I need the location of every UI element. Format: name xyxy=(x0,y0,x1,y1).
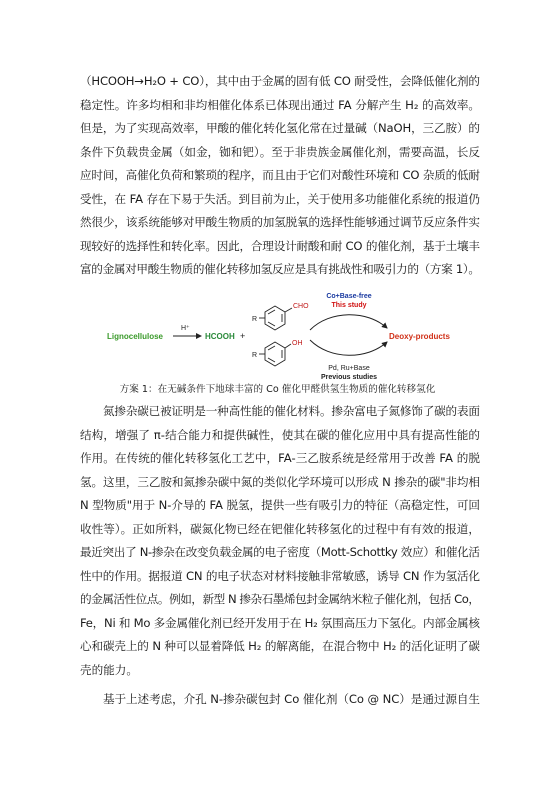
previous-studies-label: Previous studies xyxy=(320,374,378,380)
text-line: 但是，为了实现高效率，甲酸的催化转化氢化常在过量碱（NaOH，三乙胺）的 xyxy=(80,121,480,135)
text-line: 心和碳壳上的 N 种可以显着降低 H₂ 的解离能，在混合物中 H₂ 的活化证明了碳 xyxy=(80,639,480,653)
scheme-caption: 方案 1：在无碱条件下地球丰富的 Co 催化甲醛供氢生物质的催化转移氢化 xyxy=(119,384,436,395)
r-bottom-label: R xyxy=(252,352,258,359)
paragraph-3 xyxy=(80,688,480,712)
text-line: 然很少，该系统能够对甲酸生物质的加氢脱氧的选择性能够通过调节反应条件实 xyxy=(80,215,480,229)
r-top-label: R xyxy=(252,316,258,323)
scheme-1-figure xyxy=(105,290,455,380)
text-line: Fe，Ni 和 Mo 多金属催化剂已经开发用于在 H₂ 氛围高压力下氢化。内部金属核 xyxy=(80,615,480,630)
phenol-structure xyxy=(259,342,291,366)
co-base-free-label: Co+Base-free xyxy=(326,293,372,300)
oh-label: OH xyxy=(292,340,303,347)
pd-ru-base-label: Pd, Ru+Base xyxy=(328,365,370,372)
text-line: （HCOOH→H₂O + CO），其中由于金属的固有低 CO 耐受性，会降低催化剂的 xyxy=(80,74,480,88)
text-line: 性中的作用。据报道 CN 的电子状态对材料接触非常敏感，诱导 CN 作为氢活化 xyxy=(80,568,480,583)
cho-label: CHO xyxy=(293,303,309,310)
this-study-label: This study xyxy=(331,302,367,309)
text-line: 作用。在传统的催化转移氢化工艺中，FA-三乙胺系统是经常用于改善 FA 的脱 xyxy=(80,451,481,465)
paragraph-1 xyxy=(80,70,480,282)
text-line: 稳定性。许多均相和非均相催化体系已体现出通过 FA 分解产生 H₂ 的高效率。 xyxy=(80,97,480,112)
text-line: 条件下负载贵金属（如金，铷和钯）。至于非贵族金属催化剂，需要高温，长反 xyxy=(80,144,480,159)
text-line: 氢。这里，三乙胺和氮掺杂碳中氮的类似化学环境可以形成 N 掺杂的碳"非均相 xyxy=(80,474,480,489)
plus-sign: + xyxy=(240,331,246,341)
text-line: 富的金属对甲酸生物质的催化转移加氢反应是具有挑战性和吸引力的（方案 1）。 xyxy=(80,262,480,276)
h-plus-label: H⁺ xyxy=(181,325,190,332)
deoxy-products-label: Deoxy-products xyxy=(389,332,450,341)
this-study-arrow xyxy=(310,315,387,330)
text-line: 的金属活性位点。例如，新型 N 掺杂石墨烯包封金属纳米粒子催化剂，包括 Co， xyxy=(80,592,480,606)
hcooh-label: HCOOH xyxy=(205,332,235,341)
text-line: N 型物质"用于 N-介导的 FA 脱氢，提供一些有吸引力的特征（高稳定性，可回 xyxy=(80,498,480,512)
text-line: 现较好的选择性和转化率。因此，合理设计耐酸和耐 CO 的催化剂，基于土壤丰 xyxy=(80,238,480,253)
lignocellulose-label: Lignocellulose xyxy=(107,332,164,341)
text-line: 氮掺杂碳已被证明是一种高性能的催化材料。掺杂富电子氮修饰了碳的表面 xyxy=(103,404,480,418)
text-line: 基于上述考虑，介孔 N-掺杂碳包封 Co 催化剂（Co @ NC）是通过源自生 xyxy=(103,692,480,706)
text-line: 应时间，高催化负荷和繁琐的程序，而且由于它们对酸性环境和 CO 杂质的低耐 xyxy=(80,168,480,182)
paragraph-2 xyxy=(80,400,480,682)
text-line: 受性，在 FA 存在下易于失活。到目前为止，关于使用多功能催化系统的报道仍 xyxy=(80,191,480,206)
text-line: 最近突出了 N-掺杂在改变负载金属的电子密度（Mott-Schottky 效应）和催化活 xyxy=(80,545,480,559)
benzaldehyde-structure xyxy=(259,306,292,330)
text-line: 壳的能力。 xyxy=(80,662,138,677)
text-line: 结构，增强了 π-结合能力和提供碱性，使其在碳的催化应用中具有提高性能的 xyxy=(80,427,481,442)
previous-studies-arrow xyxy=(310,340,387,355)
text-line: 收性等）。正如所料，碳氮化物已经在钯催化转移氢化的过程中有有效的报道， xyxy=(80,521,480,536)
